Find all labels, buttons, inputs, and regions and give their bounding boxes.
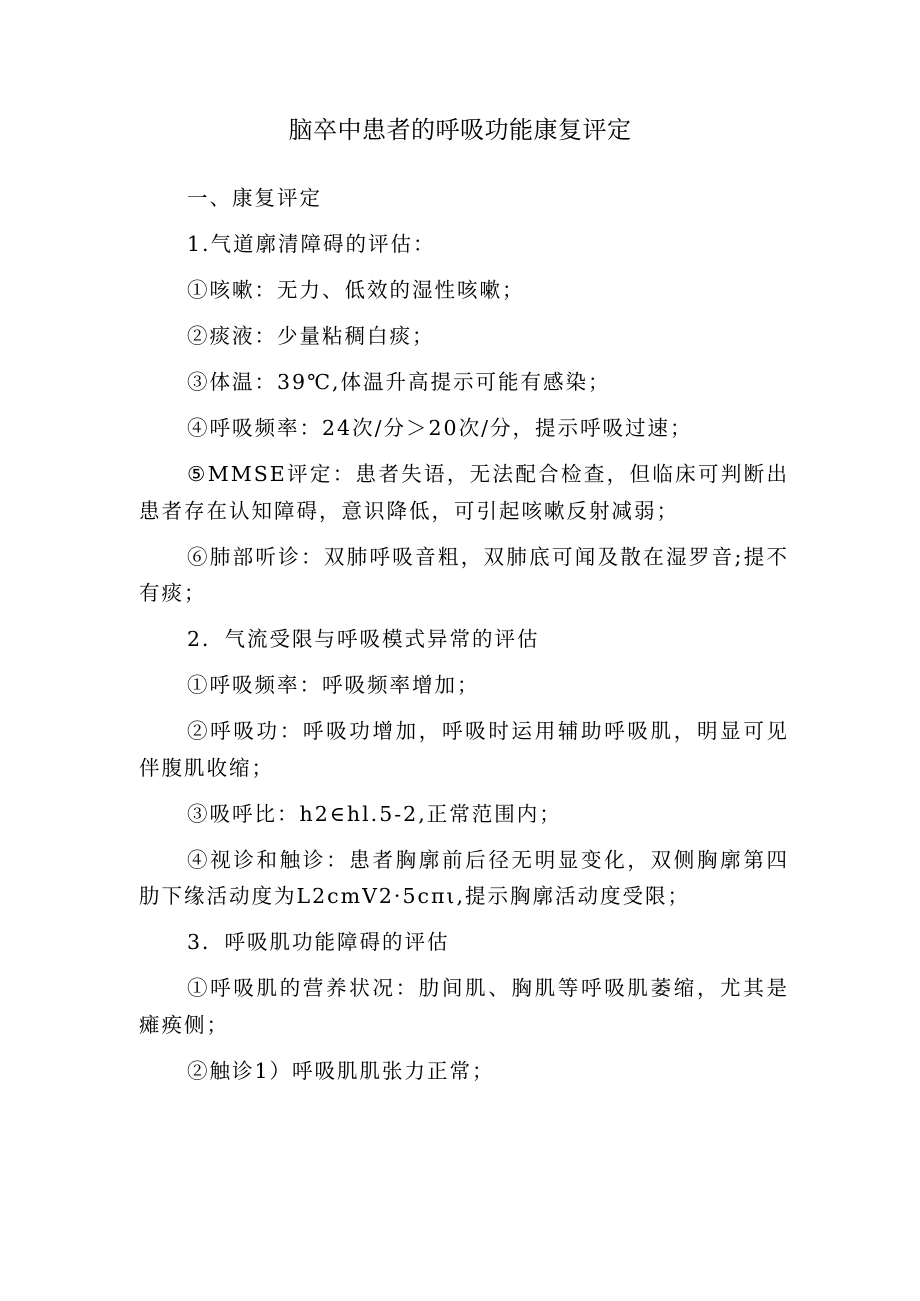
subsection-heading: 2．气流受限与呼吸模式异常的评估 (187, 627, 540, 651)
list-item: ③体温：39℃,体温升高提示可能有感染； (187, 370, 611, 394)
list-item: ①呼吸频率：呼吸频率增加； (187, 673, 480, 697)
list-item: ③吸呼比：h2∈hl.5-2,正常范围内； (187, 801, 562, 826)
document-body (139, 180, 789, 1099)
list-item: ⑤MMSE评定：患者失语，无法配合检查，但临床可判断出患者存在认知障碍，意识降低，可引起咳嗽反射减弱； (139, 462, 789, 523)
list-item: ①咳嗽：无力、低效的湿性咳嗽； (187, 278, 525, 302)
document-title: 脑卒中患者的呼吸功能康复评定 (288, 116, 632, 144)
list-item: ⑥肺部听诊：双肺呼吸音粗，双肺底可闻及散在湿罗音;提不有痰； (139, 544, 789, 605)
list-item: ②痰液：少量粘稠白痰； (187, 324, 435, 348)
section-heading: 一、康复评定 (187, 186, 322, 210)
list-item: ④呼吸频率：24次/分＞20次/分，提示呼吸过速； (187, 416, 693, 440)
subsection-heading: 1.气道廓清障碍的评估： (187, 232, 436, 256)
list-item: ②触诊1）呼吸肌肌张力正常； (187, 1058, 495, 1083)
list-item: ②呼吸功：呼吸功增加，呼吸时运用辅助呼吸肌，明显可见伴腹肌收缩； (139, 719, 789, 780)
list-item: ④视诊和触诊：患者胸廓前后径无明显变化，双侧胸廓第四肋下缘活动度为L2cmV2·5cπι,提示胸廓活动度受限； (139, 847, 789, 908)
subsection-heading: 3．呼吸肌功能障碍的评估 (187, 930, 450, 954)
list-item: ①呼吸肌的营养状况：肋间肌、胸肌等呼吸肌萎缩，尤其是瘫痪侧； (139, 976, 789, 1037)
